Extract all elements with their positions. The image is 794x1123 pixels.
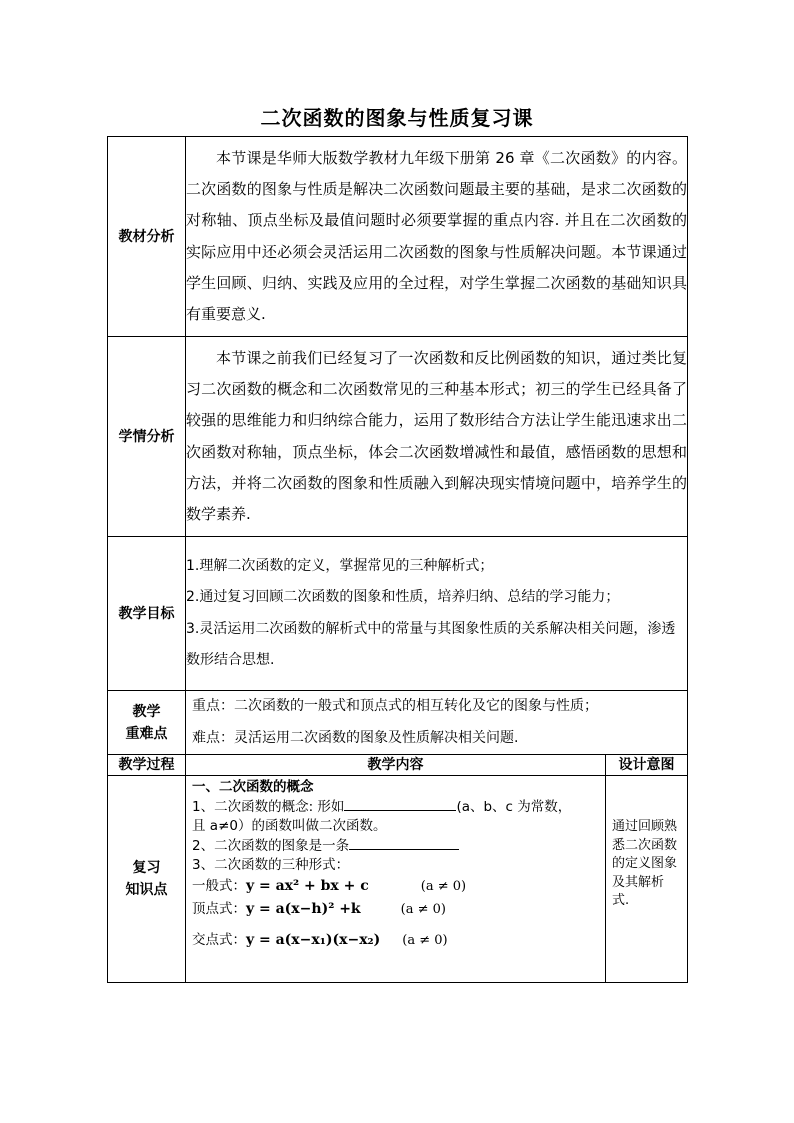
forms-title: 3、二次函数的三种形式： [192, 857, 350, 873]
students-cell [186, 337, 688, 537]
students-label: 学情分析 [108, 337, 186, 537]
design-note: 通过回顾熟悉二次函数的定义图象及其解析式. [612, 819, 678, 908]
goals-label: 教学目标 [108, 537, 186, 691]
students-text: 本节课之前我们已经复习了一次函数和反比例函数的知识，通过类比复习二次函数的概念和二次函数常见的三种基本形式；初三的学生已经具备了较强的思维能力和归纳综合能力，运用了数形结合方法让学生能迅速求出二次函数对称轴，顶点坐标，体会二次函数增减性和最值，感悟函数的思想和方法，并将二次函数的图象和性质融入到解决现实情境问题中，培养学生的数学素养. [186, 348, 687, 523]
blank-line [344, 797, 456, 811]
graph-line: 2、二次函数的图象是一条 [192, 836, 599, 856]
header-design: 设计意图 [606, 755, 688, 776]
goals-cell [186, 537, 688, 691]
header-content: 教学内容 [186, 755, 606, 776]
difficult-point: 难点：灵活运用二次函数的图象及性质解决相关问题. [192, 729, 519, 746]
materials-row [108, 137, 688, 337]
form-general: 一般式：y = ax² + bx + c (a ≠ 0) [192, 878, 467, 894]
concept-line-2: 且 a≠0）的函数叫做二次函数。 [192, 818, 387, 834]
form-vertex: 顶点式：y = a(x−h)² +k (a ≠ 0) [192, 901, 446, 917]
header-process: 教学过程 [108, 755, 186, 776]
form-intercept: 交点式：y = a(x−x₁)(x−x₂) (a ≠ 0) [192, 932, 448, 948]
goal-item: 3.灵活运用二次函数的解析式中的常量与其图象性质的关系解决相关问题，渗透数形结合思想. [186, 620, 676, 668]
key-points-label: 教学 重难点 [108, 691, 186, 755]
key-points-row [108, 691, 688, 755]
concept-line: 1、二次函数的概念: 形如 (a、b、c 为常数， [192, 799, 572, 815]
materials-cell [186, 137, 688, 337]
key-points-cell [186, 691, 688, 755]
process-header-row [108, 755, 688, 776]
materials-text: 本节课是华师大版数学教材九年级下册第 26 章《二次函数》的内容。 二次函数的图象与性质是解决二次函数问题最主要的基础，是求二次函数的对称轴、顶点坐标及最值问题时必须要掌握的重点内容. 并且在二次函数的实际应用中还必须会灵活运用二次函数的图象与性质解决问题。本节课通过学生回顾、归纳、实践及应用的全过程，对学生掌握二次函数的基础知识具有重要意义. [186, 148, 687, 323]
goals-row [108, 537, 688, 691]
key-point: 重点：二次函数的一般式和顶点式的相互转化及它的图象与性质； [192, 698, 598, 714]
review-content [186, 776, 606, 983]
document-title: 二次函数的图象与性质复习课 [260, 106, 534, 130]
blank-line [349, 836, 459, 850]
design-note-cell [606, 776, 688, 983]
goal-item: 1.理解二次函数的定义，掌握常见的三种解析式； [186, 557, 494, 574]
students-row [108, 337, 688, 537]
goal-item: 2.通过复习回顾二次函数的图象和性质，培养归纳、总结的学习能力； [186, 589, 620, 605]
review-row [108, 776, 688, 983]
section-heading: 一、二次函数的概念 [192, 779, 314, 795]
review-label: 复习 知识点 [108, 776, 186, 983]
lesson-plan-table [107, 136, 688, 983]
materials-label: 教材分析 [108, 137, 186, 337]
